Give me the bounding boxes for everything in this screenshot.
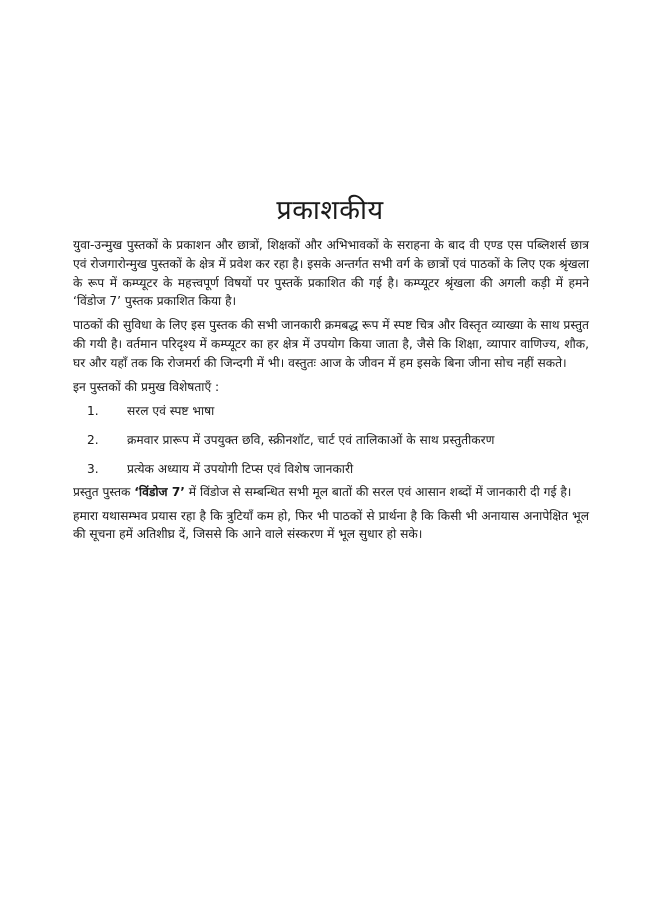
features-heading: इन पुस्तकों की प्रमुख विशेषताएँ : — [73, 379, 220, 394]
list-item — [73, 431, 589, 450]
body-text — [73, 236, 589, 549]
list-item-number: 1. — [87, 404, 99, 419]
list-item-number: 2. — [87, 433, 99, 448]
paragraph-feedback: हमारा यथासम्भव प्रयास रहा है कि त्रुटियाँ कम हो, फिर भी पाठकों से प्रार्थना है कि किसी भी अनायास अनापेक्षित भूल की सूचना हमें अतिशीघ्र दें, जिससे कि आने वाले संस्करण में भूल सुधार हो सके। — [73, 508, 589, 542]
list-item-number: 3. — [87, 461, 99, 476]
features-list — [73, 402, 589, 478]
page-title: प्रकाशकीय — [276, 195, 384, 227]
paragraph-convenience: पाठकों की सुविधा के लिए इस पुस्तक की सभी जानकारी क्रमबद्ध रूप में स्पष्ट चित्र और विस्तृत व्याख्या के साथ प्रस्तुत की गयी है। वर्तमान परिदृश्य में कम्प्यूटर का हर क्षेत्र में उपयोग किया जाता है, जैसे कि शिक्षा, व्यापार वाणिज्य, शौक, घर और यहाँ तक कि रोजमर्रा की जिन्दगी में भी। वस्तुतः आज के जीवन में हम इसके बिना जीना सोच नहीं सकते। — [73, 318, 589, 370]
book-title-bold: ‘विंडोज 7’ — [134, 484, 185, 499]
paragraph-book-description — [73, 483, 589, 502]
list-item-text: प्रत्येक अध्याय में उपयोगी टिप्स एवं विशेष जानकारी — [127, 461, 354, 476]
list-item — [73, 402, 589, 421]
book-description-rest: में विंडोज से सम्बन्धित सभी मूल बातों की सरल एवं आसान शब्दों में जानकारी दी गई है। — [184, 484, 572, 499]
book-description-lead: प्रस्तुत पुस्तक — [73, 484, 135, 499]
paragraph-intro: युवा-उन्मुख पुस्तकों के प्रकाशन और छात्रों, शिक्षकों और अभिभावकों के सराहना के बाद वी एण्ड एस पब्लिशर्स छात्र एवं रोजगारोन्मुख पुस्तकों के क्षेत्र में प्रवेश कर रहा है। इसके अन्तर्गत सभी वर्ग के छात्रों एवं पाठकों के लिए एक श्रृंखला के रूप में कम्प्यूटर के महत्त्वपूर्ण विषयों पर पुस्तकें प्रकाशित की गई है। कम्प्यूटर श्रृंखला की अगली कड़ी में हमने ‘विंडोज 7’ पुस्तक प्रकाशित किया है। — [73, 238, 589, 309]
list-item-text: क्रमवार प्रारूप में उपयुक्त छवि, स्क्रीनशॉट, चार्ट एवं तालिकाओं के साथ प्रस्तुतीकरण — [127, 433, 495, 448]
list-item-text: सरल एवं स्पष्ट भाषा — [127, 404, 215, 419]
list-item — [73, 460, 589, 479]
